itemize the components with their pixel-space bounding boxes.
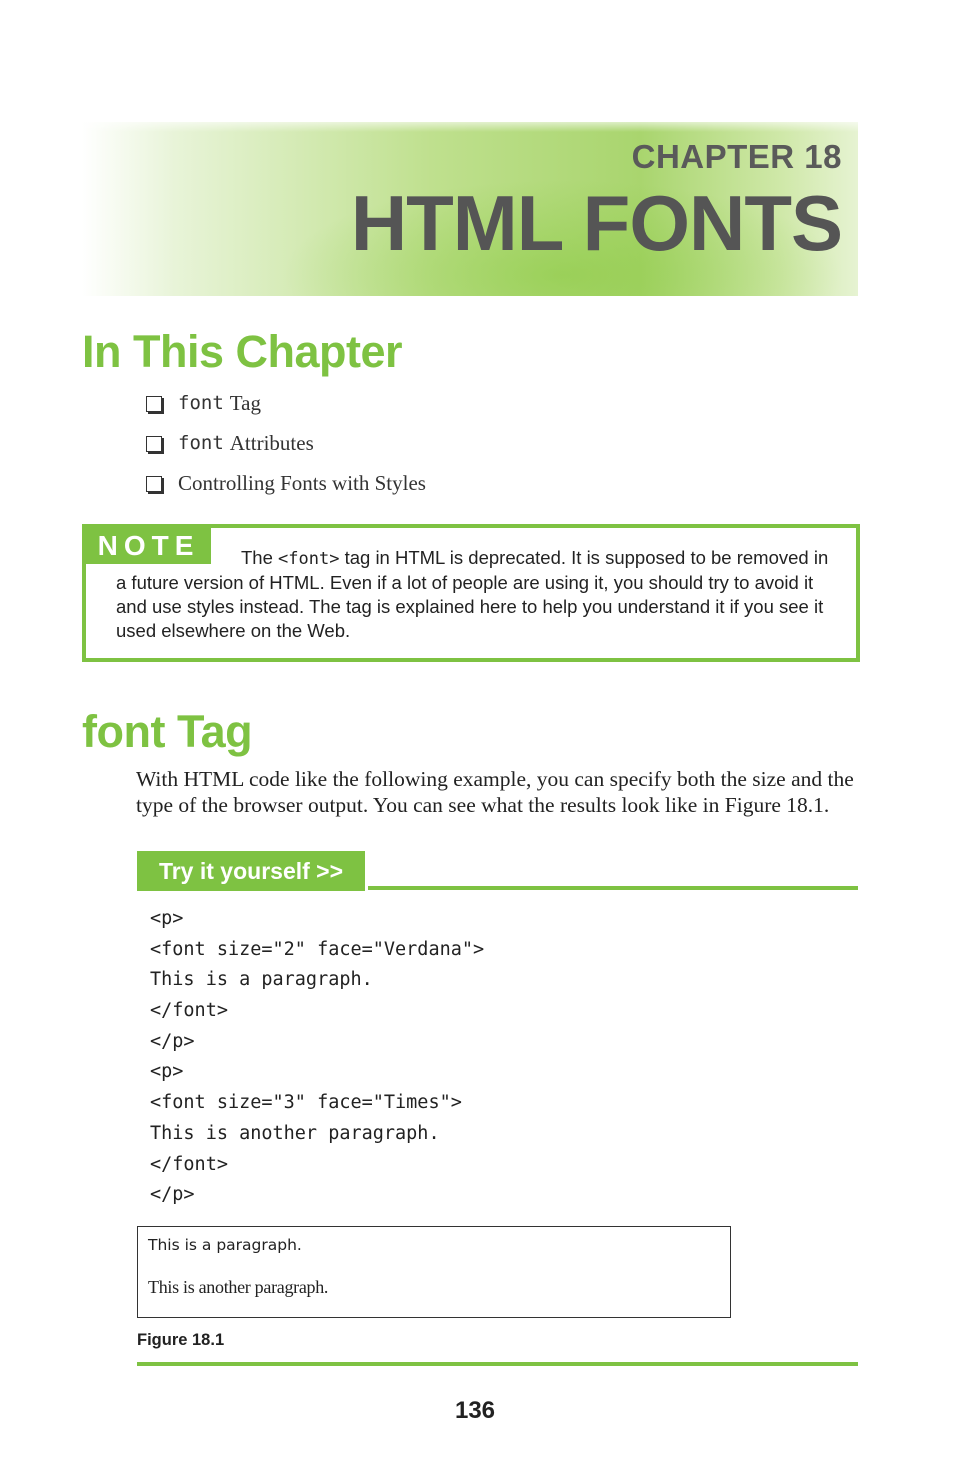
code-line: <p>	[150, 1061, 184, 1083]
code-line: <p>	[150, 908, 184, 929]
figure-screenshot	[137, 1226, 731, 1318]
note-text-start: The	[241, 547, 279, 568]
code-listing	[150, 904, 484, 1211]
figure-text-verdana: This is a paragraph.	[148, 1236, 302, 1254]
code-line: <font size="2" face="Verdana">	[150, 938, 485, 960]
chapter-label: CHAPTER 18	[631, 138, 842, 175]
bottom-rule	[137, 1362, 858, 1366]
list-item-code: font	[178, 432, 224, 454]
chapter-contents-list	[146, 383, 426, 503]
list-item-text: Attributes	[229, 430, 314, 455]
list-item	[146, 383, 426, 423]
try-it-rule	[368, 886, 858, 890]
list-item-text: Controlling Fonts with Styles	[178, 470, 426, 495]
code-line: </font>	[150, 1000, 228, 1022]
page-number: 136	[454, 1397, 496, 1424]
checkbox-bullet-icon	[146, 396, 162, 412]
in-this-chapter-heading: In This Chapter	[82, 326, 403, 377]
code-line: This is a paragraph.	[150, 969, 373, 991]
code-line: </font>	[150, 1153, 228, 1175]
code-line: </p>	[150, 1030, 195, 1052]
note-text	[116, 546, 832, 643]
figure-caption: Figure 18.1	[137, 1331, 225, 1349]
code-line: <font size="3" face="Times">	[150, 1092, 462, 1114]
try-it-yourself-label: Try it yourself >>	[137, 851, 365, 891]
chapter-banner	[82, 122, 858, 296]
body-paragraph: With HTML code like the following example, you can specify both the size and the type of the browser output. You can see what the results look like in Figure 18.1.	[136, 767, 854, 817]
font-tag-heading: font Tag	[82, 706, 253, 757]
note-box	[82, 524, 860, 662]
list-item-text: Tag	[229, 390, 261, 415]
list-item	[146, 463, 426, 503]
list-item	[146, 423, 426, 463]
list-item-code: font	[178, 392, 224, 414]
note-code: <font>	[278, 549, 340, 569]
code-line: </p>	[150, 1184, 195, 1206]
banner-fade	[82, 122, 858, 132]
note-label: NOTE	[86, 528, 211, 564]
checkbox-bullet-icon	[146, 436, 162, 452]
chapter-title: HTML FONTS	[350, 179, 842, 267]
code-line: This is another paragraph.	[150, 1122, 440, 1144]
note-text-rest: tag in HTML is deprecated. It is supposed to be removed in a future version of HTML. Even if a lot of people are using it, you should try to avoid it and use styles instead. The tag is explained here to help you understand it if you see it used elsewhere on the Web.	[116, 547, 829, 641]
figure-text-times: This is another paragraph.	[148, 1277, 329, 1297]
checkbox-bullet-icon	[146, 476, 162, 492]
